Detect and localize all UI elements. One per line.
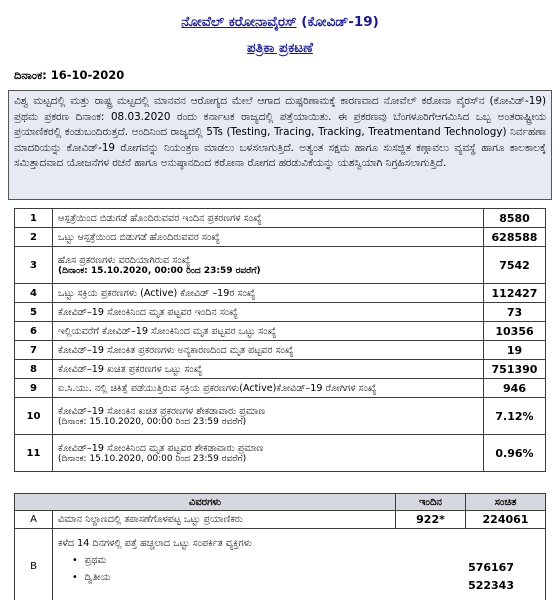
row-description: ಹೊಸ ಪ್ರಕರಣಗಳು ವರದಿಯಾಗಿರುವ ಸಂಖ್ಯೆ — [58, 254, 191, 266]
row-description: ಕೋವಿಡ್–19 ಖಚಿತ ಪ್ರಕರಣಗಳ ಒಟ್ಟು ಸಂಖ್ಯೆ — [58, 363, 203, 375]
primary-label: • ಪ್ರಥಮ — [58, 555, 111, 566]
table-row — [15, 360, 546, 379]
table-row — [15, 322, 546, 341]
row-description: ವಿಮಾನ ನಿಲ್ದಾಣದಲ್ಲಿ ತಪಾಸಣೆಗೊಳಪಟ್ಟ ಒಟ್ಟು ಪ್ರಯಾಣಿಕರು — [53, 511, 396, 529]
row-value: 0.96% — [484, 435, 546, 472]
row-value: 19 — [484, 341, 546, 360]
row-description: ಕೋವಿಡ್–19 ಸೋಂಕಿನಿಂದ ಮೃತ ಪಟ್ಟವರ ಇಂದಿನ ಸಂಖ್ಯೆ — [58, 306, 238, 318]
table-row — [15, 247, 546, 284]
row-description: ಐ.ಸಿ.ಯು. ನಲ್ಲಿ ಚಿಕಿತ್ಸೆ ಪಡೆಯುತ್ತಿರುವ ಸಕ್ರಿಯ ಪ್ರಕರಣಗಳು(Active)ಕೋವಿಡ್–19 ರೋಗಿಗಳ ಸಂಖ್ಯೆ — [58, 382, 377, 394]
row-date-range: (ದಿನಾಂಕ: 15.10.2020, 00:00 ರಿಂದ 23:59 ರವರೆಗೆ) — [58, 265, 261, 276]
row-description-cell — [53, 398, 484, 435]
title-main: ನೋವೆಲ್ ಕರೋನಾವೈರಸ್ — [181, 14, 297, 30]
secondary-label: • ದ್ವಿತೀಯ — [58, 572, 111, 583]
table-row — [15, 284, 546, 303]
row-description: ಕೋವಿಡ್–19 ಸೋಂಕಿತ ಪ್ರಕರಣಗಳು ಅನ್ಯಕಾರಣದಿಂದ ಮೃತ ಪಟ್ಟವರ ಸಂಖ್ಯೆ — [58, 344, 294, 356]
row-description-cell — [53, 379, 484, 398]
row-description-cell — [53, 228, 484, 247]
row-value: 73 — [484, 303, 546, 322]
row-description: ಒಟ್ಟು ಆಸ್ಪತ್ರೆಯಿಂದ ಬಿಡುಗಡೆ ಹೊಂದಿರುವವರ ಸಂಖ್ಯೆ — [58, 231, 220, 243]
row-number: 11 — [15, 435, 53, 472]
primary-value: 576167 — [468, 561, 514, 574]
today-value: 922* — [396, 511, 466, 529]
row-description-cell — [53, 284, 484, 303]
stats-table — [14, 208, 546, 472]
row-description-cell — [53, 209, 484, 228]
table-row — [15, 435, 546, 472]
row-number: 7 — [15, 341, 53, 360]
row-description-cell — [53, 529, 546, 600]
table-row — [15, 398, 546, 435]
table-row — [15, 341, 546, 360]
row-description-cell — [53, 303, 484, 322]
row-description-cell — [53, 341, 484, 360]
table-row — [15, 529, 546, 600]
row-value: 7.12% — [484, 398, 546, 435]
row-code: B — [15, 529, 53, 600]
row-value: 8580 — [484, 209, 546, 228]
row-value: 628588 — [484, 228, 546, 247]
header-details: ವಿವರಗಳು — [15, 494, 396, 511]
document-subtitle: ಪತ್ರಿಕಾ ಪ್ರಕಟಣೆ — [247, 40, 313, 56]
header-cumulative: ಸಂಚಿತ — [466, 494, 546, 511]
intro-paragraph: ವಿಶ್ವ ಮಟ್ಟದಲ್ಲಿ ಮತ್ತು ರಾಷ್ಟ್ರ ಮಟ್ಟದಲ್ಲಿ ಮಾನವನ ಆರೋಗ್ಯದ ಮೇಲೆ ಆಗಾದ ದುಷ್ಪರಿಣಾಮಕ್ಕೆ ಕಾರಣವಾದ ನೋವೆಲ್ ಕರೋನಾ ವೈರಸ್‌ನ (ಕೋವಿಡ್-19) ಪ್ರಥಮ ಪ್ರಕರಣ ದಿನಾಂಕ: 08.03.2020 ರಂದು ಕರ್ನಾಟಕ ರಾಜ್ಯದಲ್ಲಿ ಪತ್ತೆಯಾಯಿತು. ಈ ಪ್ರಕರಣವು ಬೆಂಗಳೂರಿಗೆಆಗಮಿಸಿದ ಒಬ್ಬ ಅಂತರಾಷ್ಟ್ರೀಯ ಪ್ರಯಾಣಿಕರಲ್ಲಿ ಕಂಡುಬಂದಿರುತ್ತದೆ. ಅಂದಿನಿಂದ ರಾಜ್ಯದಲ್ಲಿ 5Ts (Testing, Tracing, Tracking, Treatmentand Technology) ನಿರ್ವಹಣಾ ಮಾದರಿಯನ್ನು ಕೋವಿಡ್-19 ರೋಗವನ್ನು ನಿಯಂತ್ರಣ ಮಾಡಲು ಬಳಸಲಾಗುತ್ತಿದೆ. ಅತ್ಯಂತ ಸಕ್ಷಮ ಹಾಗೂ ಸುಸಜ್ಜಿತ ಕಣ್ಗಾವಲು ವ್ಯವಸ್ಥೆ ಹಾಗೂ ಕಾಲಕಾಲಕ್ಕೆ ಸಮಿತ್ತಾದವಾದ ಯೋಜನೆಗಳ ರಚನೆ ಹಾಗೂ ಅನುಷ್ಠಾನದಿಂದ ಕರೋನಾ ರೋಗದ ಹರಡುವಿಕೆಯನ್ನು ಯಶಸ್ವಿಯಾಗಿ ನಿಗ್ರಹಿಸಲಾಗುತ್ತಿದೆ. — [8, 90, 552, 200]
table-row — [15, 511, 546, 529]
secondary-value: 522343 — [468, 579, 514, 592]
row-description-cell — [53, 360, 484, 379]
row-number: 3 — [15, 247, 53, 284]
cumulative-value: 224061 — [466, 511, 546, 529]
row-description-cell — [53, 322, 484, 341]
table-row — [15, 379, 546, 398]
row-description: ಒಟ್ಟು ಸಕ್ರಿಯ ಪ್ರಕರಣಗಳು (Active) ಕೋವಿಡ್ –19ರ ಸಂಖ್ಯೆ — [58, 287, 256, 299]
row-date-range: (ದಿನಾಂಕ: 15.10.2020, 00:00 ರಿಂದ 23:59 ರವರೆಗೆ) — [58, 416, 247, 427]
row-description: ಆಸ್ಪತ್ರೆಯಿಂದ ಬಿಡುಗಡೆ ಹೊಂದಿರುವವರ ಇಂದಿನ ಪ್ರಕರಣಗಳ ಸಂಖ್ಯೆ — [58, 212, 262, 224]
row-value: 112427 — [484, 284, 546, 303]
row-number: 9 — [15, 379, 53, 398]
row-value: 946 — [484, 379, 546, 398]
row-number: 6 — [15, 322, 53, 341]
row-code: A — [15, 511, 53, 529]
cropped-header-remnant — [150, 0, 410, 5]
table-row — [15, 228, 546, 247]
release-date: ದಿನಾಂಕ: 16-10-2020 — [14, 68, 125, 82]
row-number: 8 — [15, 360, 53, 379]
row-description: ಕೋವಿಡ್–19 ಸೋಂಕಿನ ಖಚಿತ ಪ್ರಕರಣಗಳ ಶೇಕಡಾವಾರು ಪ್ರಮಾಣ — [58, 405, 266, 417]
title-tag: (ಕೋವಿಡ್-19) — [301, 14, 379, 30]
row-value: 751390 — [484, 360, 546, 379]
row-description: ಕೋವಿಡ್–19 ಸೋಂಕಿನಿಂದ ಮೃತ ಪಟ್ಟವರ ಶೇಕಡಾವಾರು ಪ್ರಮಾಣ — [58, 442, 264, 454]
details-table — [14, 493, 546, 600]
row-number: 10 — [15, 398, 53, 435]
row-description: ಕಳೆದ 14 ದಿನಗಳಲ್ಲಿ ಪತ್ತೆ ಹಚ್ಚಲಾದ ಒಟ್ಟು ಸಂಪರ್ಕಿತ ವ್ಯಕ್ತಿಗಳು — [58, 538, 252, 549]
row-number: 4 — [15, 284, 53, 303]
header-today: ಇಂದಿನ — [396, 494, 466, 511]
row-description: ಇಲ್ಲಿಯವರೆಗೆ ಕೋವಿಡ್–19 ಸೋಂಕಿನಿಂದ ಮೃತ ಪಟ್ಟವರ ಒಟ್ಟು ಸಂಖ್ಯೆ — [58, 325, 277, 337]
document-title — [0, 14, 560, 30]
row-description-cell — [53, 435, 484, 472]
row-number: 1 — [15, 209, 53, 228]
row-number: 2 — [15, 228, 53, 247]
row-value: 10356 — [484, 322, 546, 341]
row-number: 5 — [15, 303, 53, 322]
table-row — [15, 303, 546, 322]
row-value: 7542 — [484, 247, 546, 284]
table-row — [15, 209, 546, 228]
row-description-cell — [53, 247, 484, 284]
row-date-range: (ದಿನಾಂಕ: 15.10.2020, 00:00 ರಿಂದ 23:59 ರವರೆಗೆ) — [58, 453, 247, 464]
